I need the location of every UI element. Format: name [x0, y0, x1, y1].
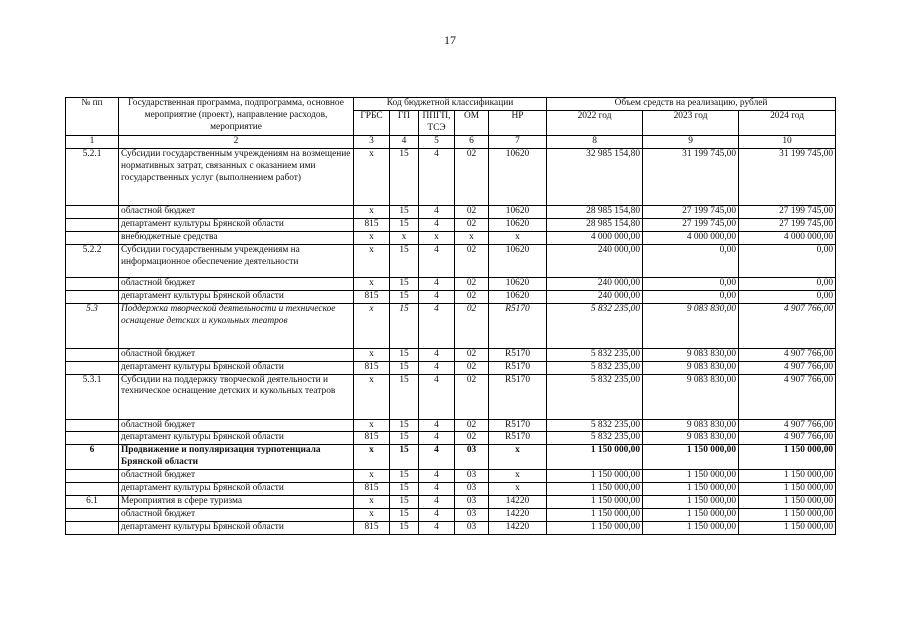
column-number: 5	[419, 136, 455, 149]
ppgp-code: 4	[419, 148, 455, 205]
ppgp-code: 4	[419, 277, 455, 290]
row-number	[66, 470, 119, 483]
amount-2023: 27 199 745,00	[643, 218, 739, 231]
table-row	[66, 361, 836, 374]
row-number: 5.2.2	[66, 244, 119, 277]
row-number	[66, 348, 119, 361]
gp-code: 15	[390, 445, 419, 470]
om-code: 02	[455, 148, 489, 205]
header-budget-code: Код бюджетной классификации	[354, 98, 547, 111]
amount-2024: 0,00	[739, 244, 836, 277]
grbs-code: х	[354, 205, 390, 218]
nr-code: R5170	[489, 303, 547, 348]
row-name: Субсидии на поддержку творческой деятельности и техническое оснащение детских и кукольных театров	[119, 374, 354, 419]
nr-code: 14220	[489, 509, 547, 522]
amount-2023: 9 083 830,00	[643, 374, 739, 419]
table-row	[66, 374, 836, 419]
row-number	[66, 290, 119, 303]
amount-2023: 9 083 830,00	[643, 432, 739, 445]
amount-2022: 32 985 154,80	[547, 148, 643, 205]
nr-code: R5170	[489, 419, 547, 432]
amount-2024: 0,00	[739, 277, 836, 290]
gp-code: 15	[390, 374, 419, 419]
gp-code: х	[390, 231, 419, 244]
column-number-row	[66, 136, 836, 149]
nr-code: 14220	[489, 496, 547, 509]
table-row	[66, 148, 836, 205]
gp-code: 15	[390, 496, 419, 509]
amount-2023: 4 000 000,00	[643, 231, 739, 244]
om-code: 02	[455, 361, 489, 374]
row-name: областной бюджет	[119, 205, 354, 218]
table-row	[66, 419, 836, 432]
amount-2022: 1 150 000,00	[547, 496, 643, 509]
gp-code: 15	[390, 432, 419, 445]
ppgp-code: 4	[419, 303, 455, 348]
table-row	[66, 231, 836, 244]
row-number	[66, 231, 119, 244]
grbs-code: 815	[354, 218, 390, 231]
gp-code: 15	[390, 303, 419, 348]
gp-code: 15	[390, 361, 419, 374]
ppgp-code: 4	[419, 205, 455, 218]
column-number: 6	[455, 136, 489, 149]
amount-2023: 0,00	[643, 244, 739, 277]
amount-2024: 1 150 000,00	[739, 483, 836, 496]
amount-2023: 0,00	[643, 277, 739, 290]
om-code: х	[455, 231, 489, 244]
table-row	[66, 496, 836, 509]
grbs-code: х	[354, 509, 390, 522]
table-row	[66, 470, 836, 483]
amount-2023: 1 150 000,00	[643, 483, 739, 496]
amount-2023: 27 199 745,00	[643, 205, 739, 218]
om-code: 02	[455, 218, 489, 231]
row-number: 6.1	[66, 496, 119, 509]
gp-code: 15	[390, 290, 419, 303]
amount-2022: 5 832 235,00	[547, 303, 643, 348]
header-year-2022: 2022 год	[547, 111, 643, 136]
table-row	[66, 483, 836, 496]
row-number	[66, 432, 119, 445]
grbs-code: х	[354, 374, 390, 419]
table-row	[66, 432, 836, 445]
table-header	[66, 98, 836, 149]
amount-2024: 1 150 000,00	[739, 496, 836, 509]
header-funds: Объем средств на реализацию, рублей	[547, 98, 836, 111]
amount-2024: 27 199 745,00	[739, 205, 836, 218]
table-row	[66, 303, 836, 348]
amount-2023: 31 199 745,00	[643, 148, 739, 205]
grbs-code: 815	[354, 522, 390, 535]
om-code: 02	[455, 290, 489, 303]
page-number: 17	[444, 33, 456, 47]
row-name: Субсидии государственным учреждениям на возмещение нормативных затрат, связанных с оказанием ими государственных услуг (выполнением работ)	[119, 148, 354, 205]
ppgp-code: 4	[419, 419, 455, 432]
amount-2024: 1 150 000,00	[739, 445, 836, 470]
row-name: Субсидии государственным учреждениям на информационное обеспечение деятельности	[119, 244, 354, 277]
amount-2022: 1 150 000,00	[547, 483, 643, 496]
column-number: 1	[66, 136, 119, 149]
row-name: Мероприятия в сфере туризма	[119, 496, 354, 509]
om-code: 03	[455, 470, 489, 483]
row-number	[66, 509, 119, 522]
row-number	[66, 361, 119, 374]
amount-2024: 4 907 766,00	[739, 419, 836, 432]
gp-code: 15	[390, 348, 419, 361]
grbs-code: 815	[354, 483, 390, 496]
row-number: 5.3.1	[66, 374, 119, 419]
table-row	[66, 290, 836, 303]
grbs-code: 815	[354, 361, 390, 374]
amount-2024: 4 907 766,00	[739, 348, 836, 361]
header-nr: НР	[489, 111, 547, 136]
row-number	[66, 277, 119, 290]
column-number: 8	[547, 136, 643, 149]
row-name: Продвижение и популяризация турпотенциала Брянской области	[119, 445, 354, 470]
column-number: 10	[739, 136, 836, 149]
row-number	[66, 419, 119, 432]
column-number: 9	[643, 136, 739, 149]
nr-code: 10620	[489, 218, 547, 231]
ppgp-code: 4	[419, 290, 455, 303]
nr-code: 10620	[489, 244, 547, 277]
ppgp-code: 4	[419, 432, 455, 445]
column-number: 3	[354, 136, 390, 149]
table-body	[66, 148, 836, 534]
nr-code: R5170	[489, 432, 547, 445]
om-code: 03	[455, 496, 489, 509]
amount-2023: 0,00	[643, 290, 739, 303]
gp-code: 15	[390, 522, 419, 535]
header-gp: ГП	[390, 111, 419, 136]
table-row	[66, 244, 836, 277]
row-number: 6	[66, 445, 119, 470]
gp-code: 15	[390, 470, 419, 483]
ppgp-code: 4	[419, 470, 455, 483]
amount-2022: 240 000,00	[547, 244, 643, 277]
om-code: 03	[455, 445, 489, 470]
amount-2022: 1 150 000,00	[547, 470, 643, 483]
om-code: 02	[455, 277, 489, 290]
om-code: 02	[455, 348, 489, 361]
grbs-code: х	[354, 244, 390, 277]
amount-2024: 4 907 766,00	[739, 303, 836, 348]
column-number: 7	[489, 136, 547, 149]
amount-2022: 5 832 235,00	[547, 419, 643, 432]
row-name: областной бюджет	[119, 470, 354, 483]
gp-code: 15	[390, 509, 419, 522]
gp-code: 15	[390, 277, 419, 290]
grbs-code: х	[354, 445, 390, 470]
amount-2022: 4 000 000,00	[547, 231, 643, 244]
om-code: 02	[455, 374, 489, 419]
om-code: 02	[455, 432, 489, 445]
amount-2023: 1 150 000,00	[643, 445, 739, 470]
row-name: департамент культуры Брянской области	[119, 290, 354, 303]
grbs-code: х	[354, 419, 390, 432]
grbs-code: х	[354, 303, 390, 348]
row-number	[66, 205, 119, 218]
gp-code: 15	[390, 148, 419, 205]
amount-2023: 9 083 830,00	[643, 348, 739, 361]
ppgp-code: 4	[419, 509, 455, 522]
grbs-code: х	[354, 348, 390, 361]
om-code: 02	[455, 244, 489, 277]
ppgp-code: 4	[419, 374, 455, 419]
nr-code: R5170	[489, 361, 547, 374]
ppgp-code: х	[419, 231, 455, 244]
table-row	[66, 348, 836, 361]
column-number: 2	[119, 136, 354, 149]
row-name: областной бюджет	[119, 348, 354, 361]
grbs-code: х	[354, 470, 390, 483]
amount-2023: 9 083 830,00	[643, 361, 739, 374]
amount-2024: 31 199 745,00	[739, 148, 836, 205]
gp-code: 15	[390, 419, 419, 432]
amount-2024: 4 000 000,00	[739, 231, 836, 244]
gp-code: 15	[390, 244, 419, 277]
grbs-code: х	[354, 148, 390, 205]
om-code: 02	[455, 419, 489, 432]
amount-2024: 1 150 000,00	[739, 522, 836, 535]
header-num: № пп	[66, 98, 119, 136]
nr-code: х	[489, 483, 547, 496]
ppgp-code: 4	[419, 218, 455, 231]
ppgp-code: 4	[419, 244, 455, 277]
nr-code: 14220	[489, 522, 547, 535]
nr-code: 10620	[489, 148, 547, 205]
ppgp-code: 4	[419, 445, 455, 470]
column-number: 4	[390, 136, 419, 149]
row-name: областной бюджет	[119, 509, 354, 522]
amount-2024: 4 907 766,00	[739, 374, 836, 419]
amount-2024: 0,00	[739, 290, 836, 303]
amount-2022: 5 832 235,00	[547, 374, 643, 419]
amount-2023: 9 083 830,00	[643, 303, 739, 348]
amount-2023: 1 150 000,00	[643, 496, 739, 509]
amount-2022: 5 832 235,00	[547, 361, 643, 374]
om-code: 03	[455, 483, 489, 496]
amount-2023: 1 150 000,00	[643, 522, 739, 535]
amount-2024: 1 150 000,00	[739, 470, 836, 483]
header-program: Государственная программа, подпрограмма, основное мероприятие (проект), направление расходов, мероприятие	[119, 98, 354, 136]
amount-2024: 4 907 766,00	[739, 361, 836, 374]
nr-code: х	[489, 470, 547, 483]
header-grbs: ГРБС	[354, 111, 390, 136]
grbs-code: х	[354, 231, 390, 244]
row-name: внебюджетные средства	[119, 231, 354, 244]
table-row	[66, 445, 836, 470]
nr-code: 10620	[489, 277, 547, 290]
row-name: департамент культуры Брянской области	[119, 361, 354, 374]
table-row	[66, 522, 836, 535]
ppgp-code: 4	[419, 496, 455, 509]
amount-2022: 5 832 235,00	[547, 432, 643, 445]
header-om: ОМ	[455, 111, 489, 136]
amount-2022: 28 985 154,80	[547, 218, 643, 231]
nr-code: 10620	[489, 205, 547, 218]
row-name: департамент культуры Брянской области	[119, 432, 354, 445]
amount-2023: 1 150 000,00	[643, 470, 739, 483]
amount-2024: 27 199 745,00	[739, 218, 836, 231]
header-year-2024: 2024 год	[739, 111, 836, 136]
amount-2024: 4 907 766,00	[739, 432, 836, 445]
gp-code: 15	[390, 205, 419, 218]
row-number: 5.3	[66, 303, 119, 348]
grbs-code: 815	[354, 432, 390, 445]
ppgp-code: 4	[419, 522, 455, 535]
header-year-2023: 2023 год	[643, 111, 739, 136]
nr-code: R5170	[489, 374, 547, 419]
gp-code: 15	[390, 218, 419, 231]
row-name: Поддержка творческой деятельности и техническое оснащение детских и кукольных театров	[119, 303, 354, 348]
amount-2022: 1 150 000,00	[547, 445, 643, 470]
row-name: департамент культуры Брянской области	[119, 522, 354, 535]
header-ppgp: ППГП, ТСЭ	[419, 111, 455, 136]
table-row	[66, 277, 836, 290]
amount-2022: 28 985 154,80	[547, 205, 643, 218]
amount-2023: 9 083 830,00	[643, 419, 739, 432]
nr-code: х	[489, 445, 547, 470]
om-code: 03	[455, 522, 489, 535]
nr-code: R5170	[489, 348, 547, 361]
amount-2024: 1 150 000,00	[739, 509, 836, 522]
row-name: департамент культуры Брянской области	[119, 483, 354, 496]
row-name: департамент культуры Брянской области	[119, 218, 354, 231]
nr-code: 10620	[489, 290, 547, 303]
row-name: областной бюджет	[119, 277, 354, 290]
grbs-code: х	[354, 496, 390, 509]
ppgp-code: 4	[419, 361, 455, 374]
row-number	[66, 483, 119, 496]
amount-2022: 5 832 235,00	[547, 348, 643, 361]
budget-table	[65, 97, 836, 535]
row-number: 5.2.1	[66, 148, 119, 205]
amount-2022: 1 150 000,00	[547, 509, 643, 522]
row-name: областной бюджет	[119, 419, 354, 432]
gp-code: 15	[390, 483, 419, 496]
amount-2022: 1 150 000,00	[547, 522, 643, 535]
amount-2023: 1 150 000,00	[643, 509, 739, 522]
om-code: 02	[455, 303, 489, 348]
nr-code: х	[489, 231, 547, 244]
amount-2022: 240 000,00	[547, 290, 643, 303]
ppgp-code: 4	[419, 483, 455, 496]
grbs-code: 815	[354, 290, 390, 303]
row-number	[66, 522, 119, 535]
amount-2022: 240 000,00	[547, 277, 643, 290]
grbs-code: х	[354, 277, 390, 290]
ppgp-code: 4	[419, 348, 455, 361]
table-row	[66, 509, 836, 522]
om-code: 03	[455, 509, 489, 522]
table-row	[66, 218, 836, 231]
table-row	[66, 205, 836, 218]
om-code: 02	[455, 205, 489, 218]
row-number	[66, 218, 119, 231]
